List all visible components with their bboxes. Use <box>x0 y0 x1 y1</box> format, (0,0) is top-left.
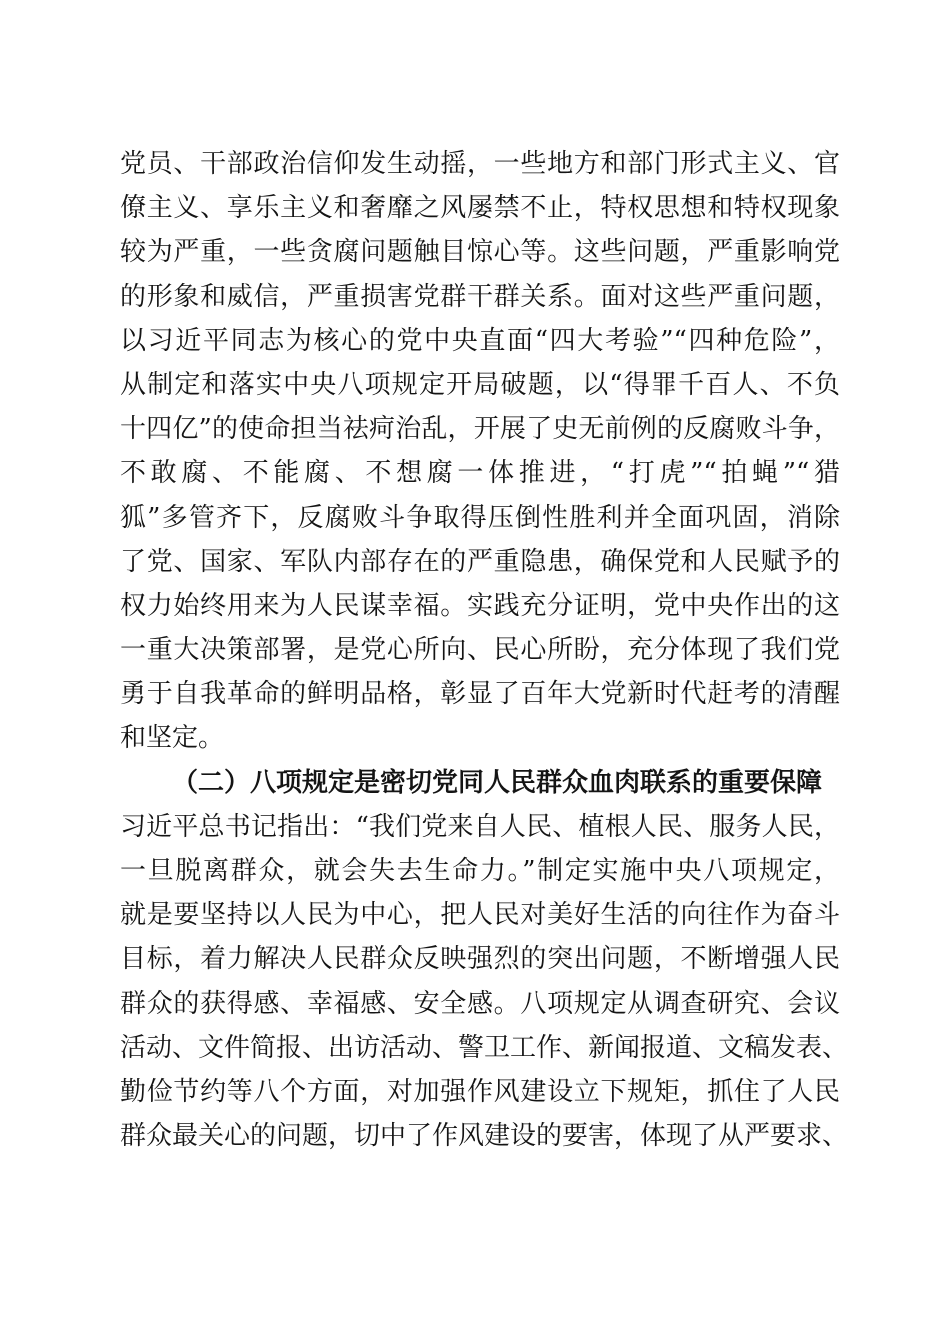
text-line: 党员、干部政治信仰发生动摇，一些地方和部门形式主义、官 <box>120 149 840 179</box>
text-line: 勤俭节约等八个方面，对加强作风建设立下规矩，抓住了人民 <box>120 1076 840 1107</box>
text-line: 一重大决策部署，是党心所向、民心所盼，充分体现了我们党 <box>120 635 840 666</box>
text-line: 就是要坚持以人民为中心，把人民对美好生活的向往作为奋斗 <box>120 900 840 931</box>
paragraph-1 <box>120 142 840 761</box>
text-line: 的形象和威信，严重损害党群干群关系。面对这些严重问题， <box>120 281 840 312</box>
text-line: 勇于自我革命的鲜明品格，彰显了百年大党新时代赶考的清醒 <box>120 679 840 710</box>
text-line: 一旦脱离群众，就会失去生命力。”制定实施中央八项规定， <box>120 856 840 886</box>
text-line: 僚主义、享乐主义和奢靡之风屡禁不止，特权思想和特权现象 <box>120 193 840 224</box>
text-line: 十四亿”的使命担当祛疴治乱，开展了史无前例的反腐败斗争， <box>120 414 840 445</box>
text-line: 了党、国家、军队内部存在的严重隐患，确保党和人民赋予的 <box>120 546 840 577</box>
body-text <box>120 142 849 1158</box>
text-line: 狐”多管齐下，反腐败斗争取得压倒性胜利并全面巩固，消除 <box>120 502 840 533</box>
text-line: 以习近平同志为核心的党中央直面“四大考验”“四种危险”， <box>120 325 840 356</box>
text-line: 习近平总书记指出：“我们党来自人民、植根人民、服务人民， <box>120 811 840 842</box>
paragraph-2 <box>120 805 849 1159</box>
text-line: 从制定和落实中央八项规定开局破题，以“得罪千百人、不负 <box>120 369 840 400</box>
text-line: 群众的获得感、幸福感、安全感。八项规定从调查研究、会议 <box>120 988 840 1019</box>
text-line: 目标，着力解决人民群众反映强烈的突出问题，不断增强人民 <box>120 944 840 975</box>
text-line: 群众最关心的问题，切中了作风建设的要害，体现了从严要求、 <box>120 1121 849 1152</box>
text-line: 活动、文件简报、出访活动、警卫工作、新闻报道、文稿发表、 <box>120 1032 849 1063</box>
text-line: 权力始终用来为人民谋幸福。实践充分证明，党中央作出的这 <box>120 590 840 621</box>
text-line: 较为严重，一些贪腐问题触目惊心等。这些问题，严重影响党 <box>120 237 840 268</box>
text-line: 和坚定。 <box>120 723 225 754</box>
text-line: 不敢腐、不能腐、不想腐一体推进，“打虎”“拍蝇”“猎 <box>120 458 840 489</box>
section-heading: （二）八项规定是密切党同人民群众血肉联系的重要保障 <box>172 767 823 798</box>
